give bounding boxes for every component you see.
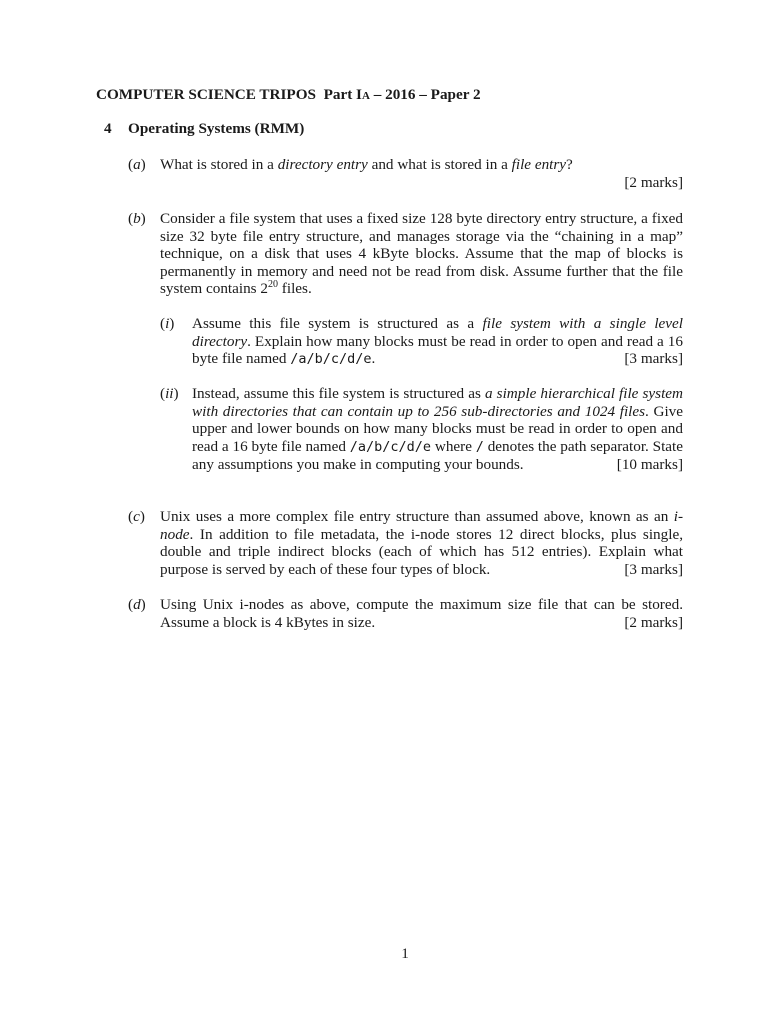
path-code: /a/b/c/d/e (349, 438, 432, 455)
separator-code: / (475, 438, 484, 455)
part-b-i-text: Assume this file system is structured as a file system with a single level directory. Explain how many blocks must be read in order to open and read a 16 byte file named /a/b/c/d/e. [3 marks] (192, 315, 683, 368)
part-b-ii-text: Instead, assume this file system is structured as a simple hierarchical file system with directories that can contain up to 256 sub-directories and 1024 files. Give upper and lower bounds on how many blocks must be read in order to open and read a 16 byte file named /a/b/c/d/e where / denotes the path separator. State any assumptions you make in computing your bounds. [10 marks] (192, 385, 684, 474)
question-title (104, 120, 304, 138)
part-b-ii-marks: [10 marks] (616, 456, 683, 474)
part-b-ii (160, 385, 683, 474)
header-part-suffix: a (361, 86, 370, 103)
part-d-label: (d) (128, 596, 146, 613)
part-b-i-label: (i) (160, 315, 175, 332)
part-b-label: (b) (128, 210, 146, 227)
header-year-paper: – 2016 – Paper 2 (369, 86, 481, 103)
header-title: COMPUTER SCIENCE TRIPOS (96, 86, 316, 103)
part-a-marks: [2 marks] (624, 173, 683, 191)
part-d-text: Using Unix i-nodes as above, compute the maximum size file that can be stored. Assume a block is 4 kBytes in size. [2 marks] (160, 596, 683, 631)
part-a-label: (a) (128, 156, 146, 173)
part-a-text: What is stored in a directory entry and what is stored in a file entry? [2 marks] (160, 156, 683, 191)
part-b (128, 210, 683, 298)
header-part: Part I (323, 86, 362, 103)
path-code: /a/b/c/d/e (290, 351, 372, 368)
part-c-text: Unix uses a more complex file entry structure than assumed above, known as an i-node. In addition to file metadata, the i-node stores 12 direct blocks, plus single, double and triple indirect blocks (each of which has 512 entries). Explain what purpose is served by each of these four types of block. [3 marks] (160, 508, 683, 578)
page-number: 1 (401, 945, 409, 962)
part-c-marks: [3 marks] (624, 560, 683, 578)
part-c (128, 508, 683, 578)
part-b-exponent: 20 (268, 279, 278, 291)
part-c-label: (c) (128, 508, 145, 525)
question-number: 4 (104, 120, 112, 137)
exam-header (96, 86, 481, 104)
question-topic: Operating Systems (RMM) (128, 120, 305, 137)
part-b-ii-label: (ii) (160, 385, 179, 402)
part-b-i (160, 315, 683, 369)
part-b-text: Consider a file system that uses a fixed size 128 byte directory entry structure, a fixed size 32 byte file entry structure, and manages storage via the “chaining in a map” technique, on a disk that uses 4 kByte blocks. Assume that the map of blocks is permanently in memory and need not be read from disk. Assume further that the file system contains $2^{20}$ files. (160, 210, 683, 298)
part-a (128, 156, 683, 191)
part-b-i-marks: [3 marks] (624, 350, 683, 368)
part-d-marks: [2 marks] (624, 613, 683, 631)
part-d (128, 596, 683, 631)
